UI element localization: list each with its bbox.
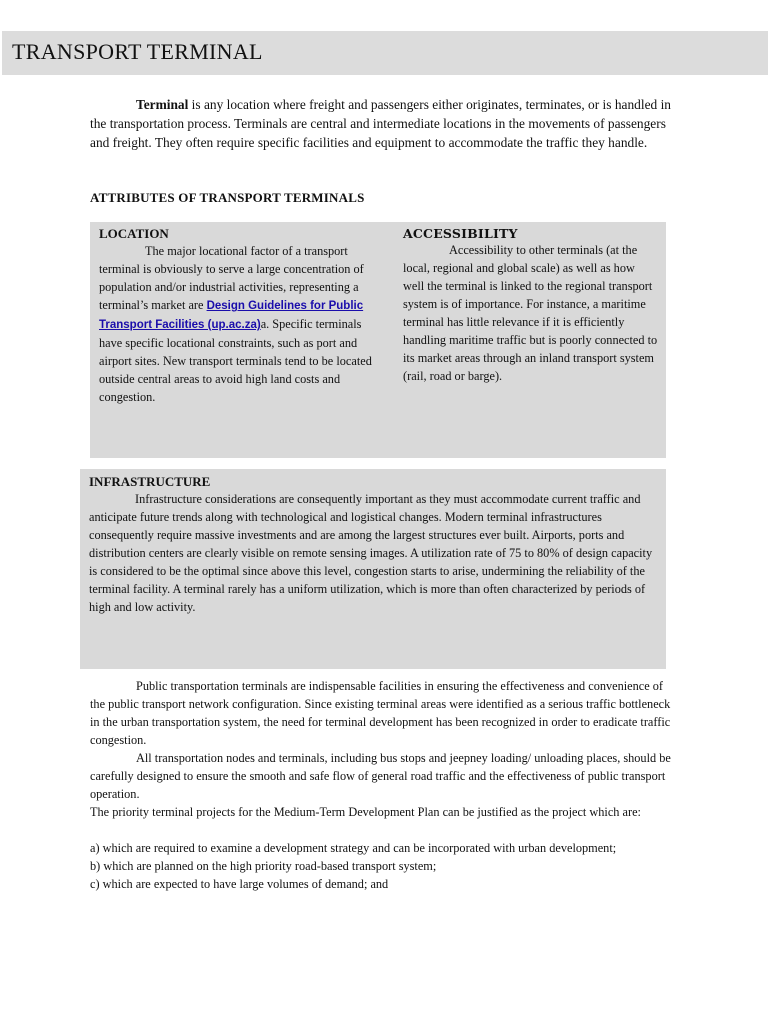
infrastructure-text: Infrastructure considerations are consequently important as they must accommodate current traffic and anticipate future trends along with technological and logistical changes. Modern terminal infrastructures consequently require massive investments and are among the largest structures ever built. Airports, ports and distribution centers are clearly visible on remote sensing images. A utilization rate of 75 to 80% of design capacity is considered to be the optimal since above this level, congestion starts to arise, undermining the reliability of the terminal facility. A terminal rarely has a uniform utilization, which is more than often characterized by periods of high and low activity. xyxy=(89,492,653,614)
intro-text: is any location where freight and passengers either originates, terminates, or is handled in the transportation process. Terminals are central and intermediate locations in the movements of passengers and freight. They often require specific facilities and equipment to accommodate the traffic they handle. xyxy=(90,97,671,150)
location-box xyxy=(90,222,395,458)
location-heading: LOCATION xyxy=(99,226,169,241)
list-item: b) which are planned on the high priority road-based transport system; xyxy=(90,859,437,873)
body-paragraph-3: The priority terminal projects for the Medium-Term Development Plan can be justified as the project which are: xyxy=(90,805,641,819)
list-item: a) which are required to examine a development strategy and can be incorporated with urban development; xyxy=(90,841,617,855)
infrastructure-heading: INFRASTRUCTURE xyxy=(89,474,211,489)
attributes-heading: ATTRIBUTES OF TRANSPORT TERMINALS xyxy=(90,190,365,205)
intro-paragraph xyxy=(90,95,680,152)
body-paragraph-2: All transportation nodes and terminals, including bus stops and jeepney loading/ unloading places, should be carefully designed to ensure the smooth and safe flow of general road traffic and the effectiveness of public transport operation. xyxy=(90,751,671,801)
list-item: c) which are expected to have large volumes of demand; and xyxy=(90,877,389,891)
infrastructure-box xyxy=(80,469,666,669)
page-title: TRANSPORT TERMINAL xyxy=(12,39,263,64)
accessibility-box xyxy=(395,222,666,458)
design-guidelines-link[interactable]: Design Guidelines for Public Transport Facilities (up.ac.za) xyxy=(99,300,364,331)
title-bar xyxy=(2,31,768,75)
accessibility-text: Accessibility to other terminals (at the local, regional and global scale) as well as how well the terminal is linked to the regional transport system is of importance. For instance, a maritime terminal has little relevance if it is efficiently handling maritime traffic but is poorly connected to its market areas through an inland transport system (rail, road or barge). xyxy=(403,243,658,383)
body-text xyxy=(90,677,674,893)
intro-term: Terminal xyxy=(136,97,189,112)
accessibility-heading: ACCESSIBILITY xyxy=(403,226,518,241)
body-paragraph-1: Public transportation terminals are indispensable facilities in ensuring the effectiveness and convenience of the public transport network configuration. Since existing terminal areas were identified as a serious traffic bottleneck in the urban transportation system, the need for terminal development has been recognized in order to eradicate traffic congestion. xyxy=(90,679,671,747)
location-text: The major locational factor of a transport terminal is obviously to serve a large concentration of population and/or industrial activities, representing a terminal’s market are Design Guidelines for Public Transport Facilities (up.ac.za)a. Specific terminals have specific locational constraints, such as port and airport sites. New transport terminals tend to be located outside central areas to avoid high land costs and congestion. xyxy=(99,244,372,404)
